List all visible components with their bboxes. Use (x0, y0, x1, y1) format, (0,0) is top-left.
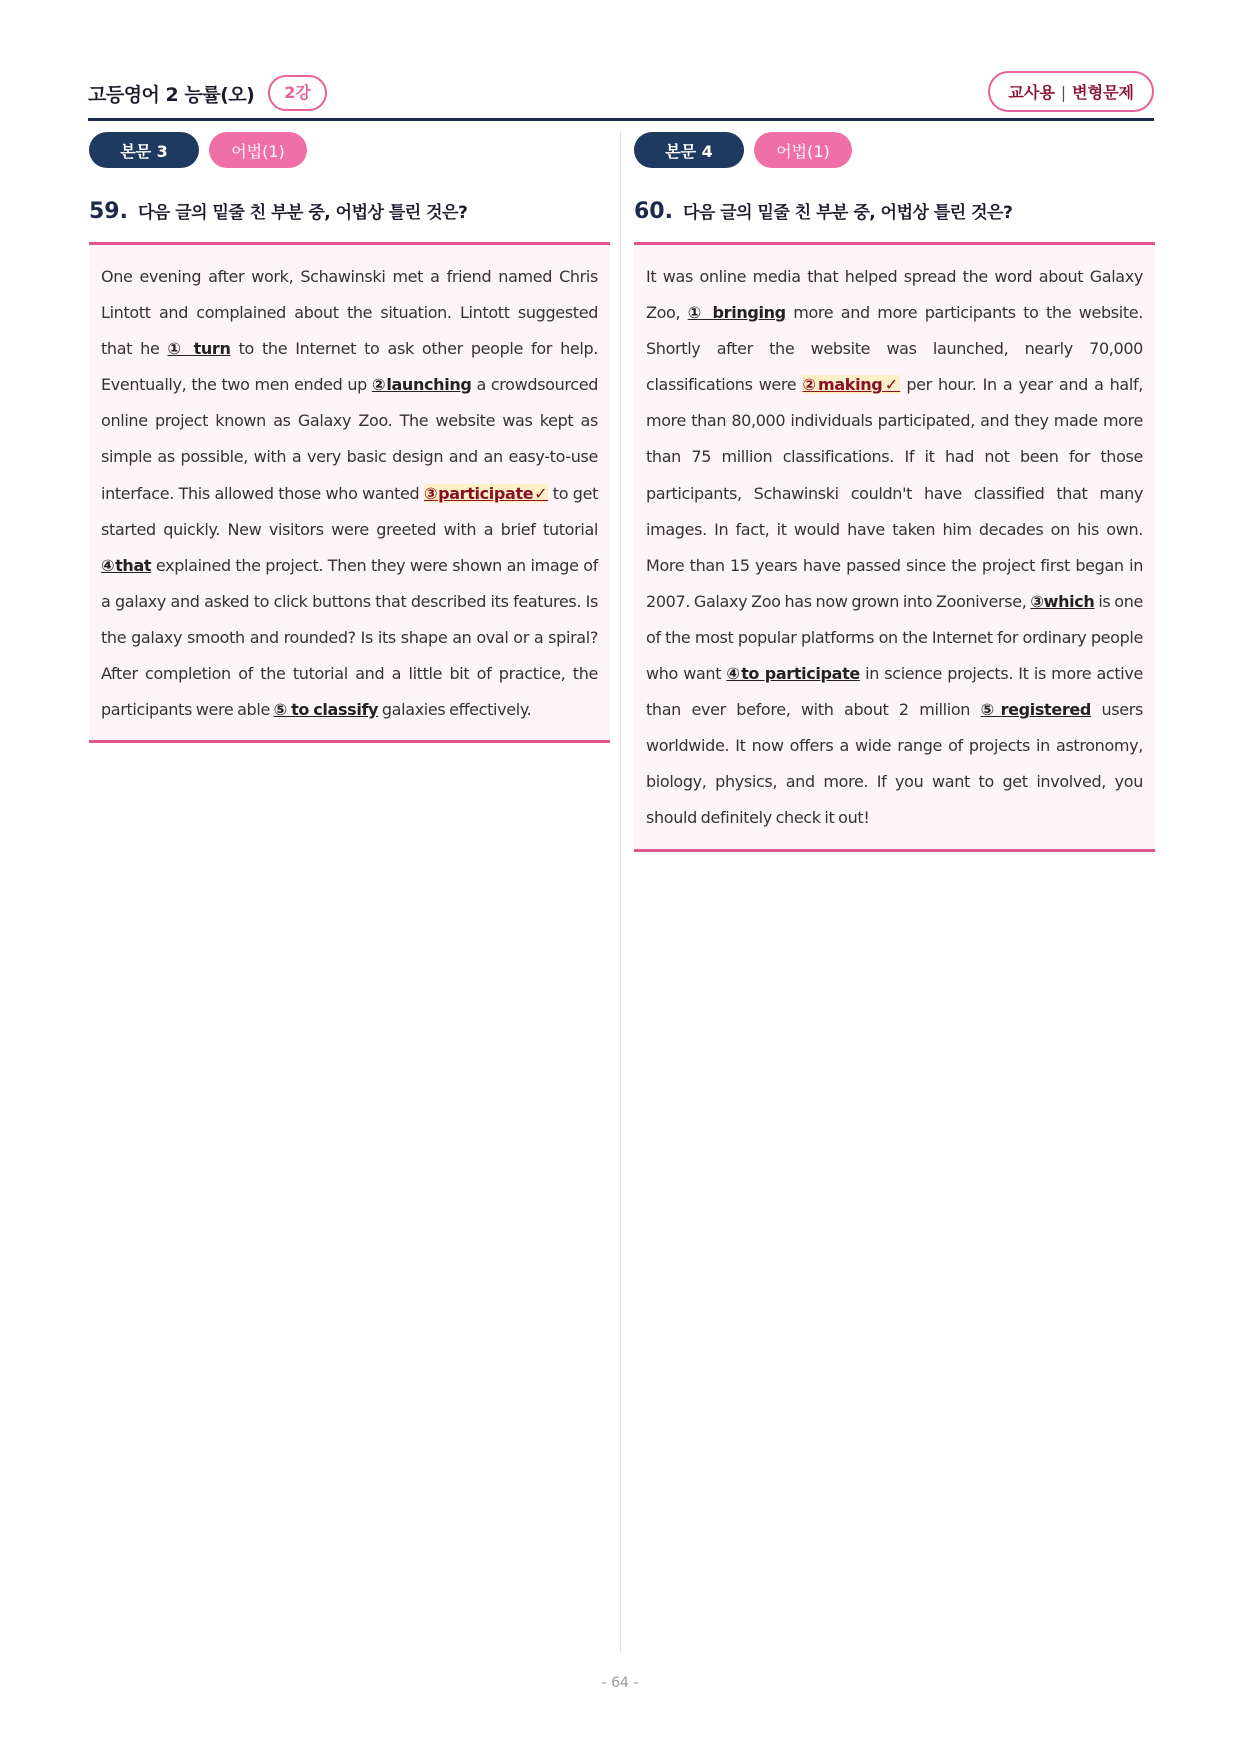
question-tags (634, 132, 1155, 168)
underlined-option: ① bringing (687, 303, 786, 323)
passage-segment: is one of the most popular platforms on the Internet for ordinary people who want (646, 591, 1143, 684)
page-number: - 64 - (601, 1675, 639, 1691)
answer-option: ③participate✓ (424, 483, 549, 503)
header-left (88, 74, 327, 112)
passage-segment: a crowdsourced online project known as Galaxy Zoo. The website was kept as simple as possible, with a very basic design and an easy-to-use interface. This allowed those who wanted (101, 375, 598, 503)
book-title: 고등영어 2 능률(오) (88, 83, 255, 106)
page-header (88, 74, 1154, 118)
question-number: 60. (634, 199, 673, 224)
teacher-version-badge (988, 71, 1154, 112)
question-heading (634, 198, 1155, 226)
passage-box (89, 242, 610, 743)
question-column-60 (634, 132, 1155, 852)
lesson-badge: 2강 (268, 75, 327, 111)
underlined-option: ④that (101, 555, 152, 575)
passage-segment: more and more participants to the website. Shortly after the website was launched, nearly 70,000 classifications were (646, 303, 1143, 395)
passage-segment: galaxies effectively. (378, 700, 532, 720)
passage-text (101, 259, 598, 728)
passage-text (646, 259, 1143, 837)
answer-option: ②making✓ (802, 375, 901, 395)
section-tag: 본문 4 (634, 132, 744, 168)
header-separator: | (1060, 83, 1067, 102)
question-number: 59. (89, 199, 128, 224)
passage-box (634, 242, 1155, 852)
question-column-59 (89, 132, 610, 743)
passage-segment: per hour. In a year and a half, more than 80,000 individuals participated, and they made more than 75 million classifications. If it had not been for those participants, Schawinski couldn't have classified that many images. In fact, it would have taken him decades on his own. More than 15 years have passed since the project first began in 2007. Galaxy Zoo has now grown into Zooniverse, (646, 375, 1144, 611)
header-rule (88, 118, 1154, 121)
audience-label: 교사용 (1008, 83, 1055, 102)
column-divider (620, 132, 621, 1652)
underlined-option: ① turn (167, 339, 231, 359)
question-prompt: 다음 글의 밑줄 친 부분 중, 어법상 틀린 것은? (682, 203, 1013, 223)
underlined-option: ③which (1030, 591, 1095, 611)
underlined-option: ②launching (371, 375, 472, 395)
question-tags (89, 132, 610, 168)
passage-segment: explained the project. Then they were shown an image of a galaxy and asked to click buttons that described its features. Is the galaxy smooth and rounded? Is its shape an oval or a spiral? After completion of the tutorial and a little bit of practice, the participants were able (101, 555, 598, 720)
underlined-option: ⑤registered (980, 700, 1091, 720)
passage-segment: to get started quickly. New visitors were greeted with a brief tutorial (101, 483, 598, 539)
category-label: 변형문제 (1072, 83, 1134, 102)
passage-segment: It was online media that helped spread the word about Galaxy Zoo, (646, 267, 1143, 323)
passage-segment: users worldwide. It now offers a wide range of projects in astronomy, biology, physics, and more. If you want to get involved, you should definitely check it out! (646, 700, 1143, 828)
question-heading (89, 198, 610, 226)
question-type-tag: 어법(1) (754, 132, 852, 168)
passage-segment: One evening after work, Schawinski met a friend named Chris Lintott and complained about the situation. Lintott suggested that he (101, 267, 598, 359)
section-tag: 본문 3 (89, 132, 199, 168)
passage-segment: in science projects. It is more active than ever before, with about 2 million (646, 664, 1143, 720)
question-prompt: 다음 글의 밑줄 친 부분 중, 어법상 틀린 것은? (137, 203, 468, 223)
underlined-option: ⑤ to classify (273, 700, 379, 720)
question-type-tag: 어법(1) (209, 132, 307, 168)
passage-segment: to the Internet to ask other people for help. Eventually, the two men ended up (101, 339, 598, 395)
underlined-option: ④to participate (726, 664, 860, 684)
